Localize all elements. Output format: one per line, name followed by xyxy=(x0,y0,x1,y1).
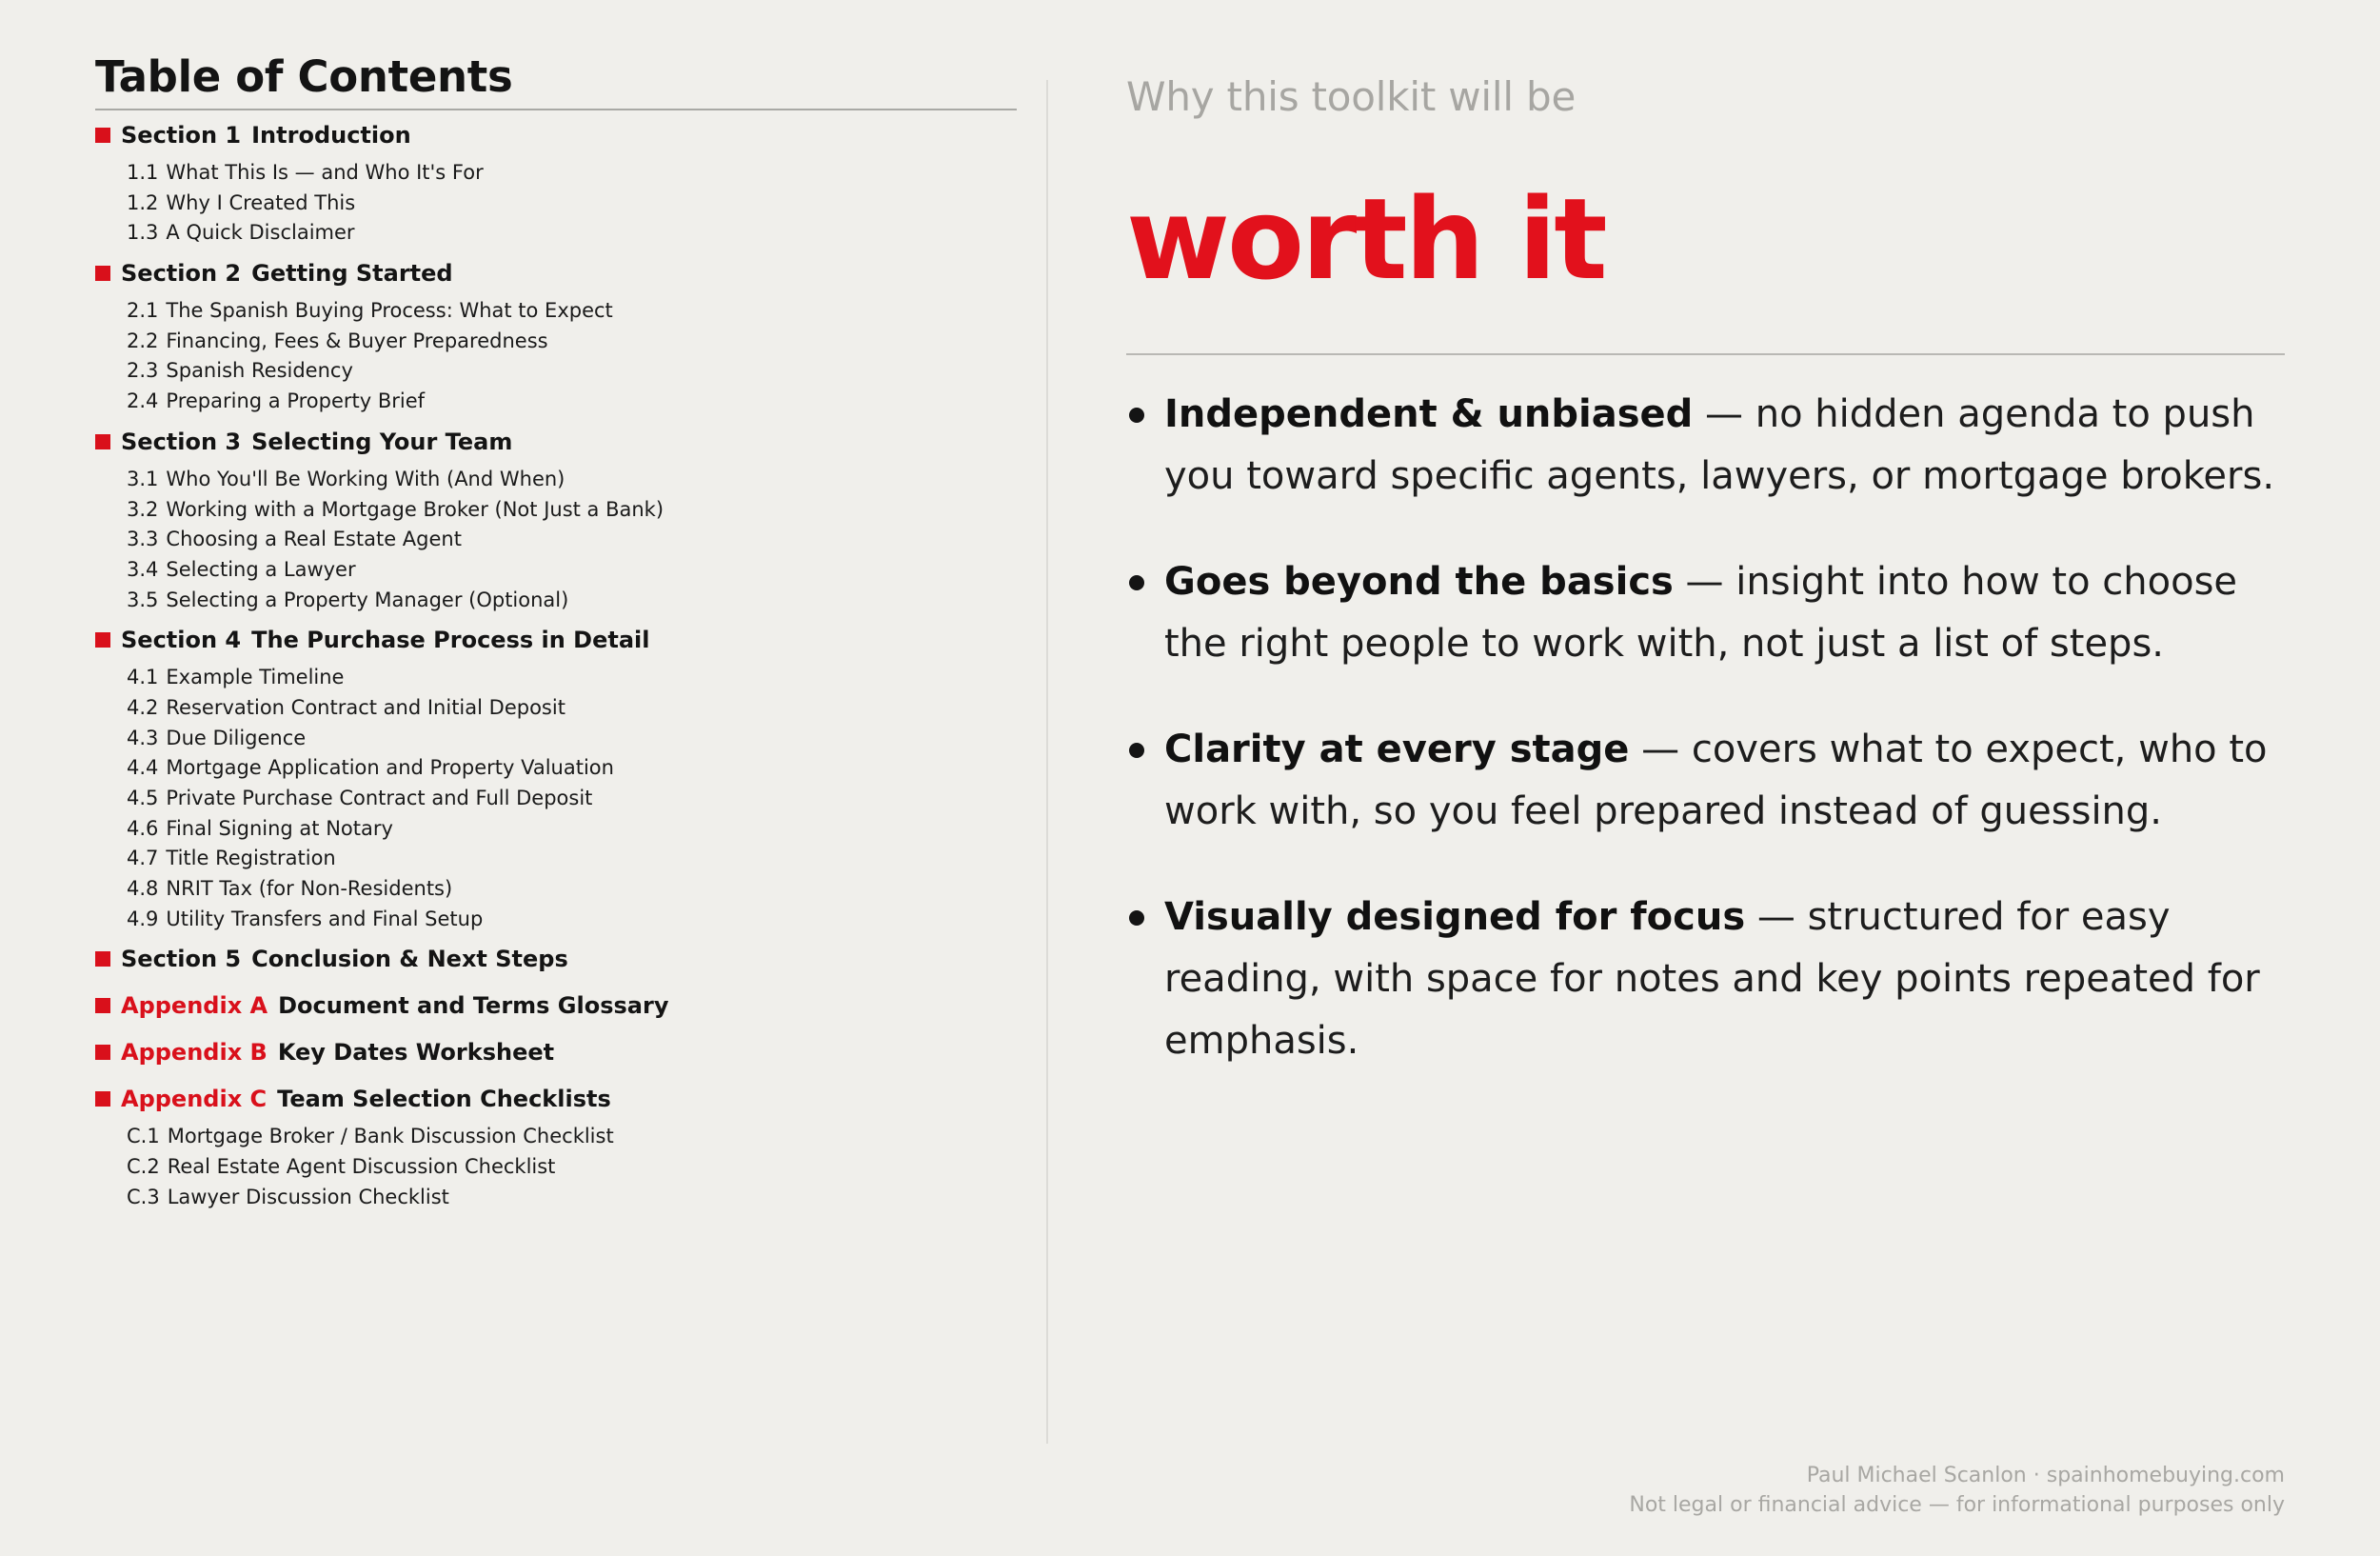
section-title: Selecting Your Team xyxy=(251,428,513,455)
subsection-number: 3.3 xyxy=(127,528,159,551)
bullet-square-icon xyxy=(95,128,110,143)
subsection-title: Final Signing at Notary xyxy=(166,816,393,840)
subsection-number: C.3 xyxy=(127,1185,160,1208)
subsection-number: 2.1 xyxy=(127,299,159,323)
subsection-title: Spanish Residency xyxy=(166,359,353,383)
subsection-title: Private Purchase Contract and Full Deposit xyxy=(166,787,593,809)
subsection-title: Due Diligence xyxy=(166,726,307,749)
subsection-number: 2.4 xyxy=(127,389,159,413)
bullet-dot-icon xyxy=(1129,910,1144,926)
toc-body xyxy=(95,114,1017,1213)
subsection-title: Reservation Contract and Initial Deposit xyxy=(166,695,565,719)
section-heading[interactable] xyxy=(95,421,1017,463)
benefit-title: Goes beyond the basics xyxy=(1164,560,1674,604)
toc-section xyxy=(95,619,1017,934)
subsection-title: A Quick Disclaimer xyxy=(166,221,355,245)
toc-subsection-item[interactable] xyxy=(127,465,1017,495)
appendix-title: Key Dates Worksheet xyxy=(277,1039,555,1067)
subsection-number: C.1 xyxy=(127,1125,160,1148)
toc-subsection-item[interactable] xyxy=(127,1183,1017,1213)
subsection-title: Selecting a Property Manager (Optional) xyxy=(166,588,569,611)
toc-subsection-item[interactable] xyxy=(127,218,1017,249)
subsection-title: What This Is — and Who It's For xyxy=(166,161,484,184)
subsection-title: Who You'll Be Working With (And When) xyxy=(166,467,565,490)
benefit-item xyxy=(1126,551,2285,675)
bullet-square-icon xyxy=(95,266,110,281)
toc-subsection-item[interactable] xyxy=(127,356,1017,387)
footer-author: Paul Michael Scanlon · spainhomebuying.com xyxy=(1806,1464,2285,1487)
toc-section xyxy=(95,421,1017,615)
subsection-number: 2.2 xyxy=(127,329,159,352)
subsection-number: 4.7 xyxy=(127,847,159,870)
subsection-number: 4.9 xyxy=(127,907,159,930)
toc-subsection-item[interactable] xyxy=(127,753,1017,784)
appendix-number: Appendix B xyxy=(121,1039,268,1067)
toc-divider xyxy=(95,109,1017,110)
toc-subsection-item[interactable] xyxy=(127,784,1017,814)
value-panel xyxy=(1126,69,2285,1116)
benefit-description: — no hidden agenda to push you toward specific agents, lawyers, or mortgage brokers. xyxy=(1164,392,2275,498)
toc-section xyxy=(95,252,1017,417)
section-number: Section 1 xyxy=(121,122,242,149)
bullet-square-icon xyxy=(95,998,110,1013)
section-title: Introduction xyxy=(251,122,411,149)
subsection-number: 1.2 xyxy=(127,190,159,214)
bullet-dot-icon xyxy=(1129,408,1144,423)
section-title: The Purchase Process in Detail xyxy=(251,627,650,654)
subsection-number: 4.6 xyxy=(127,816,159,840)
column-divider xyxy=(1046,80,1048,1444)
subsection-title: Preparing a Property Brief xyxy=(166,389,426,413)
subsection-number: 3.5 xyxy=(127,588,159,611)
toc-subsection-item[interactable] xyxy=(127,724,1017,754)
subsection-number: 2.3 xyxy=(127,359,159,383)
subsection-title: Working with a Mortgage Broker (Not Just a Bank) xyxy=(166,497,664,521)
appendix-heading[interactable] xyxy=(95,985,1017,1027)
section-heading[interactable] xyxy=(95,619,1017,661)
bullet-square-icon xyxy=(95,1045,110,1060)
subsection-number: 4.8 xyxy=(127,877,159,901)
appendix-heading[interactable] xyxy=(95,1078,1017,1120)
toc-subsection-item[interactable] xyxy=(127,586,1017,616)
benefit-list xyxy=(1126,384,2285,1072)
toc-subsection-item[interactable] xyxy=(127,495,1017,526)
toc-appendix xyxy=(95,1078,1017,1212)
subsection-number: 4.3 xyxy=(127,726,159,749)
toc-subsection-item[interactable] xyxy=(127,1122,1017,1152)
benefit-title: Visually designed for focus xyxy=(1164,895,1746,939)
benefit-item xyxy=(1126,384,2285,508)
benefit-item xyxy=(1126,887,2285,1072)
subsection-title: Why I Created This xyxy=(166,190,356,214)
benefit-item xyxy=(1126,719,2285,843)
toc-appendix xyxy=(95,985,1017,1027)
bullet-dot-icon xyxy=(1129,575,1144,590)
section-number: Section 5 xyxy=(121,946,242,973)
subsection-number: 3.2 xyxy=(127,497,159,521)
benefit-title: Clarity at every stage xyxy=(1164,728,1630,771)
toc-section xyxy=(95,938,1017,980)
benefit-description: — insight into how to choose the right people to work with, not just a list of steps. xyxy=(1164,560,2238,666)
subsection-number: 4.1 xyxy=(127,666,159,689)
section-title: Conclusion & Next Steps xyxy=(251,946,568,973)
appendix-heading[interactable] xyxy=(95,1031,1017,1073)
subsection-number: 1.1 xyxy=(127,161,159,184)
toc-subsection-item[interactable] xyxy=(127,844,1017,874)
headline: worth it xyxy=(1126,173,1605,305)
subsection-number: 1.3 xyxy=(127,221,159,245)
toc-section xyxy=(95,114,1017,249)
footer-disclaimer: Not legal or financial advice — for informational purposes only xyxy=(1629,1493,2285,1517)
section-title: Getting Started xyxy=(251,260,453,288)
toc-subsection-item[interactable] xyxy=(127,525,1017,555)
section-heading[interactable] xyxy=(95,114,1017,156)
subsection-title: NRIT Tax (for Non-Residents) xyxy=(166,877,453,901)
bullet-square-icon xyxy=(95,632,110,648)
subsection-list xyxy=(95,1122,1017,1212)
subsection-title: Financing, Fees & Buyer Preparedness xyxy=(166,329,548,352)
toc-subsection-item[interactable] xyxy=(127,158,1017,189)
subsection-number: 4.4 xyxy=(127,756,159,780)
appendix-number: Appendix C xyxy=(121,1086,268,1113)
subsection-title: Mortgage Application and Property Valuation xyxy=(166,756,614,780)
bullet-square-icon xyxy=(95,1091,110,1107)
toc-subsection-item[interactable] xyxy=(127,555,1017,586)
appendix-title: Team Selection Checklists xyxy=(277,1086,611,1113)
toc-subsection-item[interactable] xyxy=(127,296,1017,327)
toc-subsection-item[interactable] xyxy=(127,905,1017,935)
section-number: Section 4 xyxy=(121,627,242,654)
subsection-title: Real Estate Agent Discussion Checklist xyxy=(167,1155,556,1179)
subsection-title: Utility Transfers and Final Setup xyxy=(166,907,484,930)
subsection-title: Example Timeline xyxy=(166,666,345,689)
table-of-contents xyxy=(95,46,1017,1217)
subsection-list xyxy=(95,158,1017,249)
toc-subsection-item[interactable] xyxy=(127,189,1017,219)
toc-subsection-item[interactable] xyxy=(127,814,1017,845)
toc-subsection-item[interactable] xyxy=(127,663,1017,693)
subsection-title: Mortgage Broker / Bank Discussion Checklist xyxy=(167,1125,614,1148)
footer xyxy=(1629,1461,2285,1520)
toc-appendix xyxy=(95,1031,1017,1073)
appendix-number: Appendix A xyxy=(121,992,268,1020)
subsection-number: 4.2 xyxy=(127,695,159,719)
subsection-title: Title Registration xyxy=(166,847,336,870)
toc-subsection-item[interactable] xyxy=(127,693,1017,724)
headline-divider xyxy=(1126,353,2285,355)
subsection-list xyxy=(95,296,1017,417)
section-heading[interactable] xyxy=(95,938,1017,980)
bullet-dot-icon xyxy=(1129,743,1144,758)
subsection-list xyxy=(95,663,1017,934)
section-number: Section 3 xyxy=(121,428,242,455)
subsection-number: 3.1 xyxy=(127,467,159,490)
subsection-list xyxy=(95,465,1017,615)
section-heading[interactable] xyxy=(95,252,1017,294)
toc-subsection-item[interactable] xyxy=(127,874,1017,905)
subsection-title: Lawyer Discussion Checklist xyxy=(167,1185,449,1208)
toc-subsection-item[interactable] xyxy=(127,1152,1017,1183)
benefit-title: Independent & unbiased xyxy=(1164,392,1694,436)
subsection-title: Selecting a Lawyer xyxy=(166,557,356,581)
bullet-square-icon xyxy=(95,434,110,449)
section-number: Section 2 xyxy=(121,260,242,288)
subsection-number: 4.5 xyxy=(127,787,159,809)
subsection-title: Choosing a Real Estate Agent xyxy=(166,528,462,551)
benefit-description: — covers what to expect, who to work with, so you feel prepared instead of guessing. xyxy=(1164,728,2268,833)
kicker-text: Why this toolkit will be xyxy=(1126,73,1577,120)
subsection-title: The Spanish Buying Process: What to Expect xyxy=(166,299,613,323)
toc-subsection-item[interactable] xyxy=(127,387,1017,417)
bullet-square-icon xyxy=(95,951,110,967)
appendix-title: Document and Terms Glossary xyxy=(278,992,669,1020)
benefit-description: — structured for easy reading, with space for notes and key points repeated for emphasis. xyxy=(1164,895,2260,1063)
subsection-number: 3.4 xyxy=(127,557,159,581)
subsection-number: C.2 xyxy=(127,1155,160,1179)
toc-title: Table of Contents xyxy=(95,51,513,102)
toc-subsection-item[interactable] xyxy=(127,327,1017,357)
